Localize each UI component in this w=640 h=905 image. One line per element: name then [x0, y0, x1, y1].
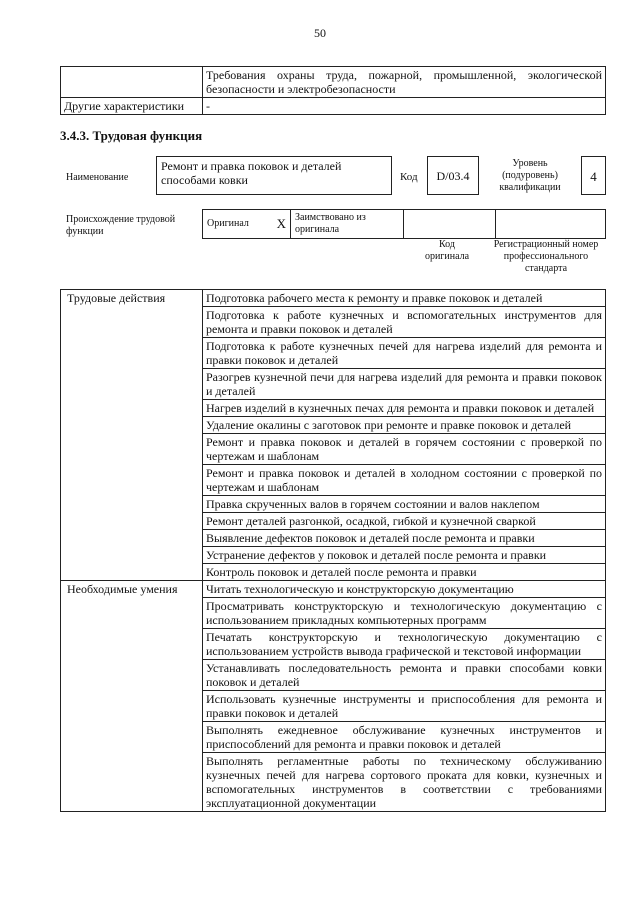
- labor-actions-item: Ремонт и правка поковок и деталей в холодном состоянии с проверкой по чертежам и шаблонам: [203, 465, 606, 496]
- labor-actions-item: Устранение дефектов у поковок и деталей после ремонта и правки: [203, 547, 606, 564]
- original-mark: X: [261, 210, 291, 239]
- safety-requirements-cell: Требования охраны труда, пожарной, промышленной, экологической безопасности и электробезопасности: [203, 67, 606, 98]
- other-characteristics-value: -: [203, 98, 606, 115]
- labor-actions-item: Подготовка к работе кузнечных печей для нагрева изделий для ремонта и правки поковок и деталей: [203, 338, 606, 369]
- registration-number-cell: [496, 210, 606, 239]
- table-row: [61, 98, 606, 115]
- original-code-caption: Код оригинала: [424, 239, 470, 262]
- other-characteristics-table: [60, 66, 606, 115]
- skills-item: Просматривать конструкторскую и технологическую документацию с использованием прикладных компьютерных программ: [203, 598, 606, 629]
- qualification-level-box: 4: [581, 156, 606, 195]
- skills-item: Читать технологическую и конструкторскую документацию: [203, 581, 606, 598]
- origin-table: [202, 209, 606, 239]
- table-row: [61, 67, 606, 98]
- table-row: [61, 290, 606, 307]
- other-characteristics-label: Другие характеристики: [61, 98, 203, 115]
- table-row: [61, 581, 606, 598]
- name-label: Наименование: [66, 172, 129, 183]
- qualification-level-label: Уровень (подуровень) квалификации: [499, 158, 561, 193]
- section-title: 3.4.3. Трудовая функция: [60, 128, 203, 143]
- labor-actions-item: Ремонт деталей разгонкой, осадкой, гибкой и кузнечной сваркой: [203, 513, 606, 530]
- skills-label: Необходимые умения: [61, 581, 203, 812]
- skills-item: Печатать конструкторскую и технологическую документацию с использованием устройств вывода графической и текстовой информации: [203, 629, 606, 660]
- labor-actions-item: Ремонт и правка поковок и деталей в горячем состоянии с проверкой по чертежам и шаблонам: [203, 434, 606, 465]
- borrowed-label: Заимствовано из оригинала: [291, 210, 404, 239]
- labor-actions-item: Контроль поковок и деталей после ремонта и правки: [203, 564, 606, 581]
- labor-function-table: [60, 289, 606, 812]
- skills-item: Устанавливать последовательность ремонта и правки способами ковки поковок и деталей: [203, 660, 606, 691]
- skills-item: Использовать кузнечные инструменты и приспособления для ремонта и правки поковок и деталей: [203, 691, 606, 722]
- registration-number-caption: Регистрационный номер профессионального стандарта: [493, 239, 599, 274]
- labor-actions-label: Трудовые действия: [61, 290, 203, 581]
- table-row: [203, 210, 606, 239]
- origin-label: Происхождение трудовой функции: [66, 214, 176, 237]
- labor-actions-item: Подготовка к работе кузнечных и вспомогательных инструментов для ремонта и правки поковок и деталей: [203, 307, 606, 338]
- original-code-cell: [404, 210, 496, 239]
- original-label: Оригинал: [203, 210, 261, 239]
- labor-actions-item: Нагрев изделий в кузнечных печах для ремонта и правки поковок и деталей: [203, 400, 606, 417]
- code-label: Код: [400, 171, 418, 183]
- labor-actions-item: Подготовка рабочего места к ремонту и правке поковок и деталей: [203, 290, 606, 307]
- labor-actions-item: Правка скрученных валов в горячем состоянии и валов наклепом: [203, 496, 606, 513]
- labor-actions-item: Разогрев кузнечной печи для нагрева изделий для ремонта и правки поковок и деталей: [203, 369, 606, 400]
- page-number: 50: [314, 26, 326, 40]
- empty-cell: [61, 67, 203, 98]
- skills-item: Выполнять регламентные работы по техническому обслуживанию кузнечных печей для нагрева сортового проката для ковки, кузнечных и вспомогательных инструментов в соответствии с требованиями эксплуатационной документации: [203, 753, 606, 812]
- function-code-box: D/03.4: [427, 156, 479, 195]
- skills-item: Выполнять ежедневное обслуживание кузнечных инструментов и приспособлений для ремонта и правки поковок и деталей: [203, 722, 606, 753]
- function-name-box: Ремонт и правка поковок и деталей способами ковки: [156, 156, 392, 195]
- labor-actions-item: Удаление окалины с заготовок при ремонте и правке поковок и деталей: [203, 417, 606, 434]
- labor-actions-item: Выявление дефектов поковок и деталей после ремонта и правки: [203, 530, 606, 547]
